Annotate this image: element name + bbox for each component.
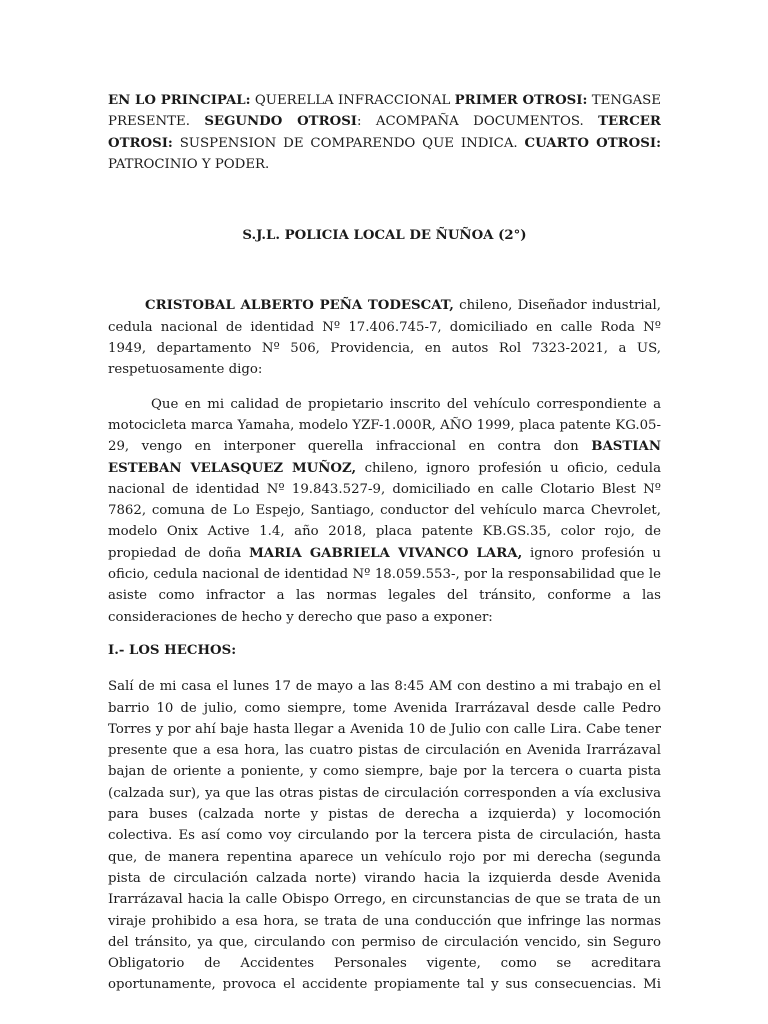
primer-otrosi-label: PRIMER OTROSI: xyxy=(454,93,588,108)
principal-label: EN LO PRINCIPAL: xyxy=(108,93,251,108)
comparecencia-text: chileno, Diseñador industrial, cedula nacional de identidad Nº 17.406.745-7, domiciliado en calle Roda Nº 1949, departamento Nº 506, Providencia, en autos Rol 7323-2021, a US, respetuosamente digo: xyxy=(108,298,661,378)
tercer-otrosi-text: SUSPENSION DE COMPARENDO QUE INDICA. xyxy=(172,135,525,151)
querellado-name: BASTIAN ESTEBAN VELASQUEZ MUÑOZ, xyxy=(108,439,661,476)
hechos-paragraph: Salí de mi casa el lunes 17 de mayo a las 8:45 AM con destino a mi trabajo en el barrio 10 de julio, como siempre, tome Avenida Irarrázaval desde calle Pedro Torres y por ahí baje hasta llegar a Avenida 10 de Julio con calle Lira. Cabe tener presente que a esa hora, las cuatro pistas de circulación en Avenida Irarrázaval bajan de oriente a poniente, y como siempre, baje por la tercera o cuarta pista (calzada sur), ya que las otras pistas de circulación corresponden a vía exclusiva para buses (calzada norte y pistas de derecha a izquierda) y locomoción colectiva. Es así como voy circulando por la tercera pista de circulación, hasta que, de manera repentina aparece un vehículo rojo por mi derecha (segunda pista de circulación calzada norte) virando hacia la izquierda desde Avenida Irarrázaval hacia la calle Obispo Orrego, en circunstancias de que se trata de un viraje prohibido a esa hora, se trata de una conducción que infringe las normas del tránsito, ya que, circulando con permiso de circulación vencido, sin Seguro Obligatorio de Accidentes Personales vigente, como se acreditara oportunamente, provoca el accidente propiamente tal y sus consecuencias. Mi xyxy=(108,679,661,993)
primer-otrosi-text: TENGASE PRESENTE. xyxy=(108,93,661,130)
querella-paragraph xyxy=(108,394,661,628)
querella-text-3: ignoro profesión u oficio, cedula nacional de identidad Nº 18.059.553-, por la responsabilidad que le asiste como infractor a las normas legales del tránsito, conforme a las consideraciones de hecho y derecho que paso a exponer: xyxy=(108,545,661,625)
querella-text-1: Que en mi calidad de propietario inscrito del vehículo correspondiente a motocicleta marca Yamaha, modelo YZF-1.000R, AÑO 1999, placa patente KG.05-29, vengo en interponer querella infraccional en contra don xyxy=(108,396,661,455)
tribunal-heading: S.J.L. POLICIA LOCAL DE ÑUÑOA (2°) xyxy=(242,228,527,244)
section-title-hechos: I.- LOS HECHOS: xyxy=(108,642,237,658)
principal-text: QUERELLA INFRACCIONAL xyxy=(250,93,455,108)
segundo-otrosi-text: : ACOMPAÑA DOCUMENTOS. xyxy=(357,114,599,130)
sumilla xyxy=(108,90,661,175)
segundo-otrosi-label: SEGUNDO OTROSI xyxy=(204,114,358,130)
comparecencia-paragraph xyxy=(108,295,661,380)
propietaria-name: MARIA GABRIELA VIVANCO LARA, xyxy=(249,545,523,561)
querella-text-2: chileno, ignoro profesión u oficio, cedula nacional de identidad Nº 19.843.527-9, domiciliado en calle Clotario Blest Nº 7862, comuna de Lo Espejo, Santiago, conductor del vehículo marca Chevrolet, modelo Onix Active 1.4, año 2018, placa patente KB.GS.35, color rojo, de propiedad de doña xyxy=(108,460,661,561)
tercer-otrosi-label: TERCER OTROSI: xyxy=(108,114,661,151)
cuarto-otrosi-text: PATROCINIO Y PODER. xyxy=(108,156,270,172)
compareciente-name: CRISTOBAL ALBERTO PEÑA TODESCAT, xyxy=(145,298,454,314)
cuarto-otrosi-label: CUARTO OTROSI: xyxy=(524,135,661,151)
document-page xyxy=(108,88,661,996)
